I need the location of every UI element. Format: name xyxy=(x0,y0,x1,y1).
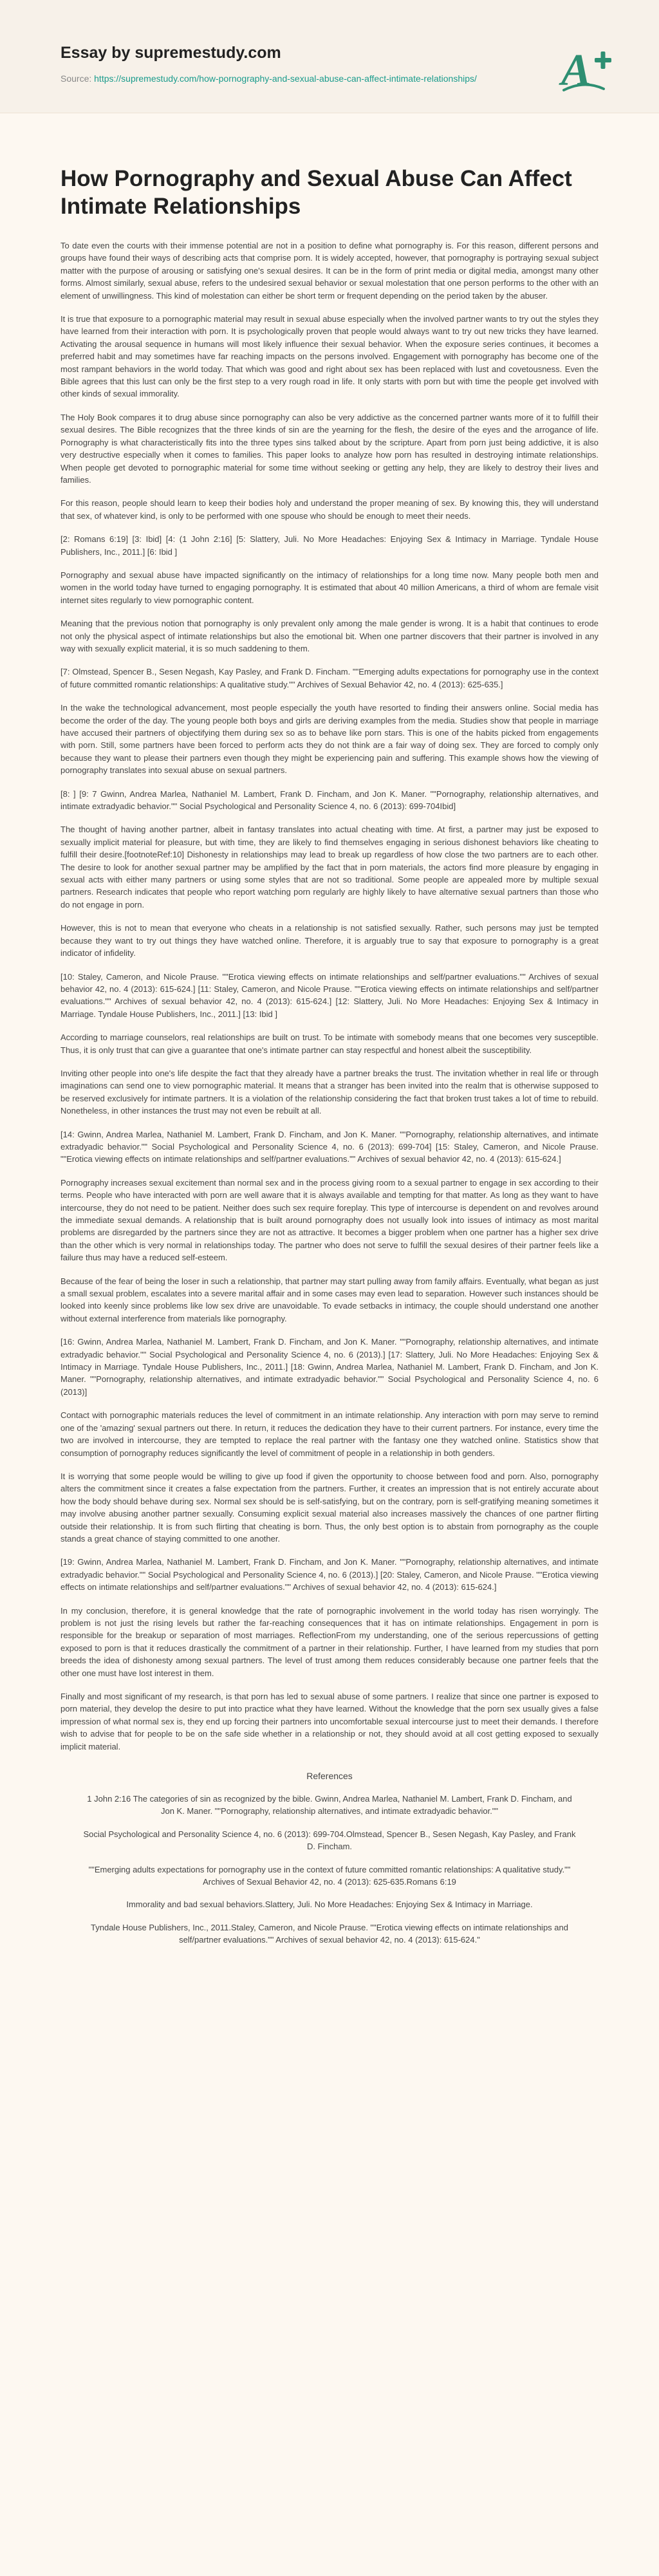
article-paragraph: The Holy Book compares it to drug abuse since pornography can also be very addictive as the concerned partner wants more of it to fulfill their sexual desires. The Bible recognizes that the three kinds of sin are the yearning for the flesh, the desire of the eyes and the arrogance of life. Pornography is what characteristically fits into the three types sins talked about by the scripture. Apart from porn just being addictive, it is also very destructive especially when it comes to families. This paper looks to analyze how porn has resulted in destroying intimate relationships. When people get devoted to pornographic material for some time without seeking or getting any help, they are likely to destroy their lives and families. xyxy=(60,412,599,485)
article-paragraph: The thought of having another partner, albeit in fantasy translates into actual cheating with time. At first, a partner may just be exposed to sexually implicit material for pleasure, but with time, they are likely to find themselves engaging in serious dishonest behaviors like cheating to fulfill their desire.[footnoteRef:10] Dishonesty in relationships may lead to break up regardless of how close the two partners are to each other. The desire to look for another sexual partner may be amplified by the fact that in porn materials, the actors find more pleasure by engaging in sexual acts with either many partners or using some styles that are not so traditional. Some people are appealed more by multiple sexual partners. Research indicates that people who report watching porn regularly are highly likely to have alternative sexual partners than those who do not engage in porn. xyxy=(60,825,599,910)
a-plus-logo-icon[interactable] xyxy=(559,40,617,95)
article-paragraph: In the wake the technological advancement, most people especially the youth have resorted to finding their answers online. Social media has become the order of the day. The young people both boys and girls are deriving examples from the media. Studies show that people in marriage have accused their partners of objectifying them during sex so as to behave like porn stars. This is one of the habits picked from engagements with porn. Still, some partners have been forced to perform acts they do not think are a fair way of doing sex. They are forced to comply only because they want to please their partners even though they might be experiencing pain and suffering. This example shows how the viewing of pornography translates into sexual abuse on sexual partners. xyxy=(60,703,599,776)
article-paragraph: However, this is not to mean that everyone who cheats in a relationship is not satisfied sexually. Rather, such persons may just be tempted because they want to try out things they have watched online. Therefore, it is arguably true to say that exposure to pornography is a great indicator of infidelity. xyxy=(60,923,599,958)
reference-item: Tyndale House Publishers, Inc., 2011.Staley, Cameron, and Nicole Prause. ""Erotica viewing effects on intimate relationships and self/partner evaluations."" Archives of sexual behavior 42, no. 4 (2013): 615-624." xyxy=(91,1922,568,1945)
article-paragraph: For this reason, people should learn to keep their bodies holy and understand the proper meaning of sex. By knowing this, they will understand that sex, of whatever kind, is only to be performed with one spouse who should be enough to meet their needs. xyxy=(60,498,599,521)
reference-item: 1 John 2:16 The categories of sin as recognized by the bible. Gwinn, Andrea Marlea, Nathaniel M. Lambert, Frank D. Fincham, and Jon K. Maner. ""Pornography, relationship alternatives, and intimate extradyadic behavior."" xyxy=(87,1794,572,1816)
svg-text:A: A xyxy=(561,46,591,95)
article-paragraph: Because of the fear of being the loser in such a relationship, that partner may start pulling away from family affairs. Eventually, what began as just a small sexual problem, escalates into a severe marital affair and in some cases may even lead to separation. However such instances should be looked into keenly since problems like low sex drive are unavoidable. To evade setbacks in intimacy, the couple should understand one another without external interference from materials like pornography. xyxy=(60,1276,599,1323)
references-list xyxy=(60,1793,599,1946)
reference-item: Immorality and bad sexual behaviors.Slattery, Juli. No More Headaches: Enjoying Sex & Intimacy in Marriage. xyxy=(126,1899,533,1910)
article-paragraph: [16: Gwinn, Andrea Marlea, Nathaniel M. Lambert, Frank D. Fincham, and Jon K. Maner. ""Pornography, relationship alternatives, and intimate extradyadic behavior."" Social Psychological and Personality Science 4, no. 6 (2013).] [17: Slattery, Juli. No More Headaches: Enjoying Sex & Intimacy in Marriage. Tyndale House Publishers, Inc., 2011.] [18: Gwinn, Andrea Marlea, Nathaniel M. Lambert, Frank D. Fincham, and Jon K. Maner. ""Pornography, relationship alternatives, and intimate extradyadic behavior."" Social Psychological and Personality Science 4, no. 6 (2013)] xyxy=(60,1337,599,1397)
references-title: References xyxy=(306,1771,353,1782)
reference-item: ""Emerging adults expectations for pornography use in the context of future committed romantic relationships: A qualitative study."" Archives of Sexual Behavior 42, no. 4 (2013): 625-635.Romans 6:19 xyxy=(88,1864,571,1887)
article-paragraph: [8: ] [9: 7 Gwinn, Andrea Marlea, Nathaniel M. Lambert, Frank D. Fincham, and Jon K. Maner. ""Pornography, relationship alternatives, and intimate extradyadic behavior."" Social Psychological and Personality Science 4, no. 6 (2013): 699-704Ibid] xyxy=(60,789,599,812)
article-paragraph: Meaning that the previous notion that pornography is only prevalent only among the male gender is wrong. It is a habit that continues to erode not only the physical aspect of intimate relationships but also the emotional bit. When one partner discovers that their partner is involved in any way with sexually explicit material, it is so much saddening to them. xyxy=(60,619,599,653)
article-title: How Pornography and Sexual Abuse Can Affect Intimate Relationships xyxy=(60,166,572,219)
article-paragraph: Pornography and sexual abuse have impacted significantly on the intimacy of relationships for a long time now. Many people both men and women in the world today have turned to engaging pornography. It is estimated that about 40 million Americans, a third of whom are female visit internet sites regularly to view pornographic content. xyxy=(60,570,599,605)
article-paragraph: In my conclusion, therefore, it is general knowledge that the rate of pornographic involvement in the world today has risen worryingly. The problem is not just the rising levels but rather the far-reaching consequences that it has on intimate relationships. Engagement in porn is responsible for the breakup or separation of most marriages. ReflectionFrom my understanding, one of the serious repercussions of getting exposed to porn is that it reduces drastically the commitment of a partner in their relationship. Further, I have learned from my studies that porn breeds the idea of dishonesty among sexual partners. The level of trust among them reduces considerably because one partner feels that the other one must have lost interest in them. xyxy=(60,1605,599,1678)
article-paragraph: Contact with pornographic materials reduces the level of commitment in an intimate relationship. Any interaction with porn may serve to remind one of the 'amazing' sexual partners out there. In return, it reduces the dedication they have to their current partners. For instance, every time the two are involved in intercourse, they are tempted to replace the real partner with the fantasy one they watched online. Statistics show that consumption of pornography reduces significantly the level of commitment of people in a relationship in both genders. xyxy=(60,1410,599,1458)
article-paragraph: [14: Gwinn, Andrea Marlea, Nathaniel M. Lambert, Frank D. Fincham, and Jon K. Maner. ""Pornography, relationship alternatives, and intimate extradyadic behavior."" Social Psychological and Personality Science 4, no. 6 (2013): 699-704] [15: Staley, Cameron, and Nicole Prause. ""Erotica viewing effects on intimate relationships and self/partner evaluations."" Archives of sexual behavior 42, no. 4 (2013): 615-624.] xyxy=(60,1129,599,1164)
article-paragraph: [2: Romans 6:19] [3: Ibid] [4: (1 John 2:16] [5: Slattery, Juli. No More Headaches: Enjoying Sex & Intimacy in Marriage. Tyndale House Publishers, Inc., 2011.] [6: Ibid ] xyxy=(60,534,599,557)
article-paragraph: Finally and most significant of my research, is that porn has led to sexual abuse of some partners. I realize that since one partner is exposed to porn material, they develop the desire to put into practice what they have learned. Without the knowledge that the porn sex usually gives a false impression of what normal sex is, they end up forcing their partners into uncomfortable sexual intercourse just to meet their demands. I therefore wish to advise that for people to be on the safe side whether in a relationship or not, they should avoid at all cost getting exposed to sexually implicit material. xyxy=(60,1692,599,1751)
article-paragraph: [19: Gwinn, Andrea Marlea, Nathaniel M. Lambert, Frank D. Fincham, and Jon K. Maner. ""Pornography, relationship alternatives, and intimate extradyadic behavior."" Social Psychological and Personality Science 4, no. 6 (2013).] [20: Staley, Cameron, and Nicole Prause. ""Erotica viewing effects on intimate relationships and self/partner evaluations."" Archives of sexual behavior 42, no. 4 (2013): 615-624.] xyxy=(60,1557,599,1592)
site-header xyxy=(0,0,659,113)
article-paragraph: [10: Staley, Cameron, and Nicole Prause. ""Erotica viewing effects on intimate relationships and self/partner evaluations."" Archives of sexual behavior 42, no. 4 (2013): 615-624.] [11: Staley, Cameron, and Nicole Prause. ""Erotica viewing effects on intimate relationships and self/partner evaluations."" Archives of sexual behavior 42, no. 4 (2013): 615-624.] [12: Slattery, Juli. No More Headaches: Enjoying Sex & Intimacy in Marriage. Tyndale House Publishers, Inc., 2011.] [13: Ibid ] xyxy=(60,971,599,1019)
article-paragraph: According to marriage counselors, real relationships are built on trust. To be intimate with somebody means that one becomes very susceptible. Thus, it is only trust that can give a guarantee that one's intimate partner can stay respectful and honest albeit the susceptibility. xyxy=(60,1032,599,1055)
article-paragraph: It is true that exposure to a pornographic material may result in sexual abuse especially when the involved partner wants to try out the styles they have learned from their interaction with porn. It is psychologically proven that people would always want to try out new tricks they have learned. Activating the arousal sequence in humans will most likely influence their sexual behavior. When the exposure series continues, it becomes a preferred habit and may sometimes have far reaching impacts on the persons involved. Engagement with pornography has become one of the most rampant behaviors in the world today. That which was good and right about sex has been replaced with lust and covetousness. Even the Bible agrees that this lust can only be the first step to a very rough road in life. It only starts with porn but with time the people get involved with other kinds of sexual immorality. xyxy=(60,314,599,399)
reference-item: Social Psychological and Personality Science 4, no. 6 (2013): 699-704.Olmstead, Spencer B., Sesen Negash, Kay Pasley, and Frank D. Fincham. xyxy=(83,1829,576,1852)
article-main xyxy=(0,113,659,1946)
article-paragraph: Inviting other people into one's life despite the fact that they already have a partner breaks the trust. The invitation whether in real life or through imaginations can send one to view pornographic material. It means that a stranger has been invited into the realm that is otherwise supposed to be reserved exclusively for intimate partners. It is a violation of the relationship considering the fact that broken trust takes a lot of time to rebuild. Nonetheless, in other instances the trust may not even be rebuilt at all. xyxy=(60,1068,599,1116)
article-paragraph: [7: Olmstead, Spencer B., Sesen Negash, Kay Pasley, and Frank D. Fincham. ""Emerging adults expectations for pornography use in the context of future committed romantic relationships: A qualitative study."" Archives of Sexual Behavior 42, no. 4 (2013): 625-635.] xyxy=(60,667,599,689)
source-link[interactable]: https://supremestudy.com/how-pornography-and-sexual-abuse-can-affect-intimate-relationships/ xyxy=(94,73,477,84)
article-body xyxy=(60,239,599,1753)
article-paragraph: It is worrying that some people would be willing to give up food if given the opportunity to choose between food and porn. Also, pornography alters the commitment since it creates a false expectation from the partners. Further, it creates an impression that is not entirely accurate about how the body should behave during sex. Normal sex should be is self-satisfying, but on the contrary, porn is self-gratifying meaning sometimes it may involve abusing another partner sexually. Consuming explicit sexual material also increases massively the chances of one partner flirting outside their relationship. It is from such flirting that cheating is born. Thus, the only best option is to abstain from pornography as the couple stands a great chance of staying committed to one another. xyxy=(60,1471,599,1544)
article-paragraph: To date even the courts with their immense potential are not in a position to define what pornography is. For this reason, different persons and groups have found their ways of describing acts that comprise porn. It is widely accepted, however, that pornography is portraying sexual subject matter with the purpose of arousing or satisfying one's sexual desires. It can be in the form of print media or digital media, amongst many other forms. Almost similarly, sexual abuse, refers to the undesired sexual behavior or sexual molestation that one person performs to the other with an element of unwillingness. This kind of molestation can either be short term or frequent depending on the period taken by the abuser. xyxy=(60,241,599,301)
site-title[interactable]: Essay by supremestudy.com xyxy=(60,44,281,62)
source-label: Source: xyxy=(60,73,92,84)
source-line xyxy=(60,72,524,85)
article-paragraph: Pornography increases sexual excitement than normal sex and in the process giving room to a sexual partner to engage in sex according to their terms. People who have interacted with porn are well aware that it is always available and tempting for that matter. As long as they want to have intercourse, they do not need to be patient. Neither does such sex require foreplay. This type of intercourse is dependent on and revolves around the immediate sexual demands. A relationship that is built around pornography does not usually look into issues of intimacy as most marital problems are disregarded by the partners since they are not as attractive. It becomes a bigger problem when one partner has a higher sex drive than the other which is very normal in relationships today. The partner who does not serve to fulfill the sexual desires of their partner feels like a failure thus may have a reduced self-esteem. xyxy=(60,1177,599,1263)
